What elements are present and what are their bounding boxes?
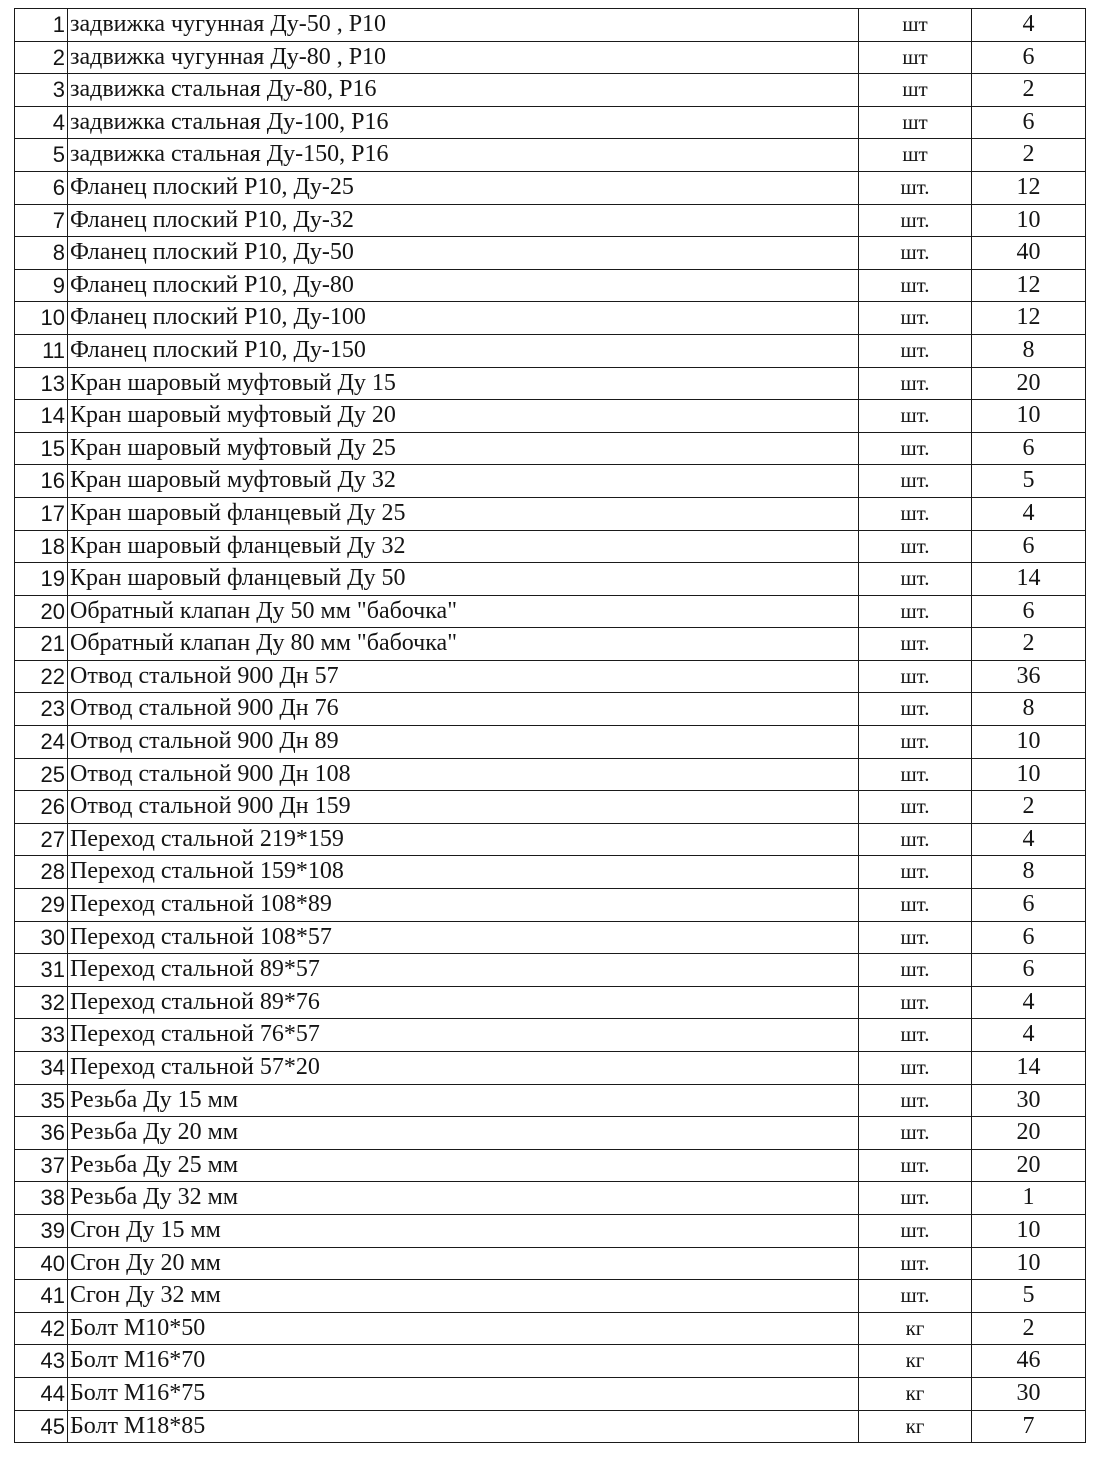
table-row: [15, 1280, 1086, 1313]
table-row: [15, 1345, 1086, 1378]
item-unit: шт.: [859, 334, 972, 367]
item-unit: шт.: [859, 954, 972, 987]
row-number: 22: [15, 660, 68, 693]
item-unit: шт.: [859, 758, 972, 791]
table-row: [15, 693, 1086, 726]
item-quantity: 6: [972, 41, 1086, 74]
row-number: 41: [15, 1280, 68, 1313]
item-unit: шт: [859, 139, 972, 172]
row-number: 23: [15, 693, 68, 726]
table-row: [15, 921, 1086, 954]
item-name: Отвод стальной 900 Дн 89: [68, 726, 859, 759]
row-number: 36: [15, 1117, 68, 1150]
item-quantity: 1: [972, 1182, 1086, 1215]
item-unit: шт: [859, 41, 972, 74]
item-quantity: 5: [972, 465, 1086, 498]
items-table: [14, 8, 1086, 1443]
item-unit: шт.: [859, 1149, 972, 1182]
table-row: [15, 367, 1086, 400]
item-quantity: 4: [972, 497, 1086, 530]
table-row: [15, 726, 1086, 759]
table-row: [15, 171, 1086, 204]
row-number: 39: [15, 1214, 68, 1247]
item-quantity: 14: [972, 563, 1086, 596]
item-quantity: 14: [972, 1052, 1086, 1085]
item-name: Фланец плоский Р10, Ду-100: [68, 302, 859, 335]
item-quantity: 6: [972, 432, 1086, 465]
item-name: Переход стальной 219*159: [68, 823, 859, 856]
item-unit: шт.: [859, 530, 972, 563]
item-name: Сгон Ду 20 мм: [68, 1247, 859, 1280]
table-row: [15, 986, 1086, 1019]
item-name: Отвод стальной 900 Дн 108: [68, 758, 859, 791]
item-unit: шт.: [859, 986, 972, 1019]
row-number: 37: [15, 1149, 68, 1182]
item-quantity: 4: [972, 9, 1086, 42]
item-unit: шт.: [859, 1084, 972, 1117]
item-unit: шт.: [859, 204, 972, 237]
item-quantity: 20: [972, 1117, 1086, 1150]
item-quantity: 46: [972, 1345, 1086, 1378]
table-row: [15, 139, 1086, 172]
row-number: 9: [15, 269, 68, 302]
item-name: Отвод стальной 900 Дн 76: [68, 693, 859, 726]
item-name: Сгон Ду 15 мм: [68, 1214, 859, 1247]
item-quantity: 8: [972, 856, 1086, 889]
item-name: Фланец плоский Р10, Ду-25: [68, 171, 859, 204]
item-quantity: 10: [972, 204, 1086, 237]
item-unit: кг: [859, 1312, 972, 1345]
item-quantity: 10: [972, 400, 1086, 433]
item-quantity: 8: [972, 334, 1086, 367]
row-number: 6: [15, 171, 68, 204]
item-unit: шт.: [859, 889, 972, 922]
row-number: 26: [15, 791, 68, 824]
row-number: 43: [15, 1345, 68, 1378]
row-number: 1: [15, 9, 68, 42]
item-unit: шт.: [859, 269, 972, 302]
row-number: 38: [15, 1182, 68, 1215]
row-number: 45: [15, 1410, 68, 1443]
item-name: Кран шаровый муфтовый Ду 15: [68, 367, 859, 400]
table-row: [15, 660, 1086, 693]
table-row: [15, 1312, 1086, 1345]
item-unit: шт.: [859, 856, 972, 889]
table-row: [15, 595, 1086, 628]
item-quantity: 30: [972, 1084, 1086, 1117]
row-number: 27: [15, 823, 68, 856]
item-name: Болт М16*75: [68, 1377, 859, 1410]
item-quantity: 36: [972, 660, 1086, 693]
row-number: 5: [15, 139, 68, 172]
item-unit: шт.: [859, 1117, 972, 1150]
row-number: 2: [15, 41, 68, 74]
item-unit: шт.: [859, 660, 972, 693]
table-row: [15, 530, 1086, 563]
table-row: [15, 1149, 1086, 1182]
item-name: Фланец плоский Р10, Ду-50: [68, 237, 859, 270]
row-number: 16: [15, 465, 68, 498]
table-row: [15, 856, 1086, 889]
item-name: задвижка стальная Ду-100, Р16: [68, 106, 859, 139]
item-unit: шт.: [859, 1182, 972, 1215]
item-quantity: 10: [972, 1214, 1086, 1247]
item-name: Кран шаровый фланцевый Ду 32: [68, 530, 859, 563]
row-number: 35: [15, 1084, 68, 1117]
item-quantity: 6: [972, 106, 1086, 139]
item-quantity: 6: [972, 595, 1086, 628]
item-quantity: 6: [972, 530, 1086, 563]
table-row: [15, 563, 1086, 596]
item-unit: шт: [859, 74, 972, 107]
item-name: Кран шаровый муфтовый Ду 20: [68, 400, 859, 433]
item-quantity: 5: [972, 1280, 1086, 1313]
item-quantity: 20: [972, 367, 1086, 400]
item-name: задвижка чугунная Ду-80 , Р10: [68, 41, 859, 74]
item-name: Болт М18*85: [68, 1410, 859, 1443]
item-name: Переход стальной 108*57: [68, 921, 859, 954]
row-number: 31: [15, 954, 68, 987]
item-name: Кран шаровый фланцевый Ду 50: [68, 563, 859, 596]
item-name: Резьба Ду 32 мм: [68, 1182, 859, 1215]
table-row: [15, 1019, 1086, 1052]
item-name: Болт М16*70: [68, 1345, 859, 1378]
item-unit: шт.: [859, 1214, 972, 1247]
table-row: [15, 1377, 1086, 1410]
item-unit: шт.: [859, 400, 972, 433]
item-unit: шт.: [859, 791, 972, 824]
item-name: Переход стальной 108*89: [68, 889, 859, 922]
item-unit: шт: [859, 9, 972, 42]
item-name: задвижка стальная Ду-80, Р16: [68, 74, 859, 107]
item-name: задвижка стальная Ду-150, Р16: [68, 139, 859, 172]
row-number: 18: [15, 530, 68, 563]
item-unit: шт.: [859, 1247, 972, 1280]
item-unit: шт.: [859, 563, 972, 596]
item-unit: шт.: [859, 726, 972, 759]
item-unit: шт.: [859, 693, 972, 726]
table-row: [15, 432, 1086, 465]
item-quantity: 40: [972, 237, 1086, 270]
row-number: 29: [15, 889, 68, 922]
item-name: Кран шаровый фланцевый Ду 25: [68, 497, 859, 530]
item-unit: шт.: [859, 171, 972, 204]
item-quantity: 10: [972, 726, 1086, 759]
item-quantity: 12: [972, 302, 1086, 335]
item-quantity: 2: [972, 791, 1086, 824]
item-name: Фланец плоский Р10, Ду-32: [68, 204, 859, 237]
item-unit: кг: [859, 1345, 972, 1378]
item-name: Резьба Ду 20 мм: [68, 1117, 859, 1150]
row-number: 44: [15, 1377, 68, 1410]
item-name: Фланец плоский Р10, Ду-80: [68, 269, 859, 302]
item-unit: шт.: [859, 367, 972, 400]
item-unit: шт: [859, 106, 972, 139]
item-unit: шт.: [859, 302, 972, 335]
table-row: [15, 41, 1086, 74]
row-number: 24: [15, 726, 68, 759]
table-row: [15, 204, 1086, 237]
item-name: Резьба Ду 15 мм: [68, 1084, 859, 1117]
item-quantity: 4: [972, 986, 1086, 1019]
item-quantity: 4: [972, 823, 1086, 856]
item-unit: шт.: [859, 497, 972, 530]
item-name: Отвод стальной 900 Дн 57: [68, 660, 859, 693]
item-unit: кг: [859, 1377, 972, 1410]
table-row: [15, 74, 1086, 107]
row-number: 10: [15, 302, 68, 335]
item-name: Переход стальной 89*76: [68, 986, 859, 1019]
item-name: Обратный клапан Ду 50 мм "бабочка": [68, 595, 859, 628]
table-row: [15, 1117, 1086, 1150]
item-unit: шт.: [859, 1052, 972, 1085]
item-name: Сгон Ду 32 мм: [68, 1280, 859, 1313]
item-quantity: 2: [972, 1312, 1086, 1345]
row-number: 42: [15, 1312, 68, 1345]
item-unit: шт.: [859, 432, 972, 465]
item-quantity: 10: [972, 1247, 1086, 1280]
item-name: Отвод стальной 900 Дн 159: [68, 791, 859, 824]
row-number: 15: [15, 432, 68, 465]
row-number: 13: [15, 367, 68, 400]
item-name: Переход стальной 76*57: [68, 1019, 859, 1052]
item-name: Резьба Ду 25 мм: [68, 1149, 859, 1182]
table-row: [15, 1410, 1086, 1443]
table-row: [15, 628, 1086, 661]
row-number: 19: [15, 563, 68, 596]
item-quantity: 12: [972, 171, 1086, 204]
item-quantity: 2: [972, 628, 1086, 661]
item-quantity: 12: [972, 269, 1086, 302]
row-number: 7: [15, 204, 68, 237]
table-row: [15, 1214, 1086, 1247]
item-unit: шт.: [859, 1280, 972, 1313]
row-number: 40: [15, 1247, 68, 1280]
row-number: 33: [15, 1019, 68, 1052]
table-row: [15, 889, 1086, 922]
item-quantity: 2: [972, 139, 1086, 172]
item-unit: шт.: [859, 823, 972, 856]
table-row: [15, 334, 1086, 367]
item-name: Кран шаровый муфтовый Ду 32: [68, 465, 859, 498]
item-quantity: 30: [972, 1377, 1086, 1410]
row-number: 17: [15, 497, 68, 530]
table-row: [15, 1247, 1086, 1280]
table-row: [15, 1052, 1086, 1085]
table-row: [15, 302, 1086, 335]
table-row: [15, 400, 1086, 433]
table-row: [15, 823, 1086, 856]
item-quantity: 20: [972, 1149, 1086, 1182]
item-quantity: 2: [972, 74, 1086, 107]
item-name: Переход стальной 57*20: [68, 1052, 859, 1085]
item-quantity: 6: [972, 889, 1086, 922]
row-number: 28: [15, 856, 68, 889]
item-name: Кран шаровый муфтовый Ду 25: [68, 432, 859, 465]
item-name: Переход стальной 159*108: [68, 856, 859, 889]
table-row: [15, 465, 1086, 498]
table-row: [15, 9, 1086, 42]
item-quantity: 8: [972, 693, 1086, 726]
item-quantity: 6: [972, 921, 1086, 954]
table-row: [15, 954, 1086, 987]
table-row: [15, 106, 1086, 139]
row-number: 20: [15, 595, 68, 628]
row-number: 21: [15, 628, 68, 661]
row-number: 34: [15, 1052, 68, 1085]
row-number: 4: [15, 106, 68, 139]
item-unit: шт.: [859, 628, 972, 661]
row-number: 25: [15, 758, 68, 791]
item-name: Переход стальной 89*57: [68, 954, 859, 987]
table-row: [15, 269, 1086, 302]
row-number: 14: [15, 400, 68, 433]
item-name: Фланец плоский Р10, Ду-150: [68, 334, 859, 367]
item-unit: кг: [859, 1410, 972, 1443]
row-number: 3: [15, 74, 68, 107]
item-name: задвижка чугунная Ду-50 , Р10: [68, 9, 859, 42]
item-unit: шт.: [859, 1019, 972, 1052]
table-row: [15, 237, 1086, 270]
item-quantity: 6: [972, 954, 1086, 987]
items-table-body: [15, 9, 1086, 1443]
table-row: [15, 1084, 1086, 1117]
item-unit: шт.: [859, 465, 972, 498]
table-row: [15, 758, 1086, 791]
table-row: [15, 1182, 1086, 1215]
row-number: 30: [15, 921, 68, 954]
item-unit: шт.: [859, 921, 972, 954]
row-number: 8: [15, 237, 68, 270]
item-quantity: 10: [972, 758, 1086, 791]
row-number: 11: [15, 334, 68, 367]
item-quantity: 7: [972, 1410, 1086, 1443]
item-quantity: 4: [972, 1019, 1086, 1052]
item-unit: шт.: [859, 237, 972, 270]
item-name: Обратный клапан Ду 80 мм "бабочка": [68, 628, 859, 661]
table-row: [15, 497, 1086, 530]
table-row: [15, 791, 1086, 824]
item-name: Болт М10*50: [68, 1312, 859, 1345]
item-unit: шт.: [859, 595, 972, 628]
row-number: 32: [15, 986, 68, 1019]
